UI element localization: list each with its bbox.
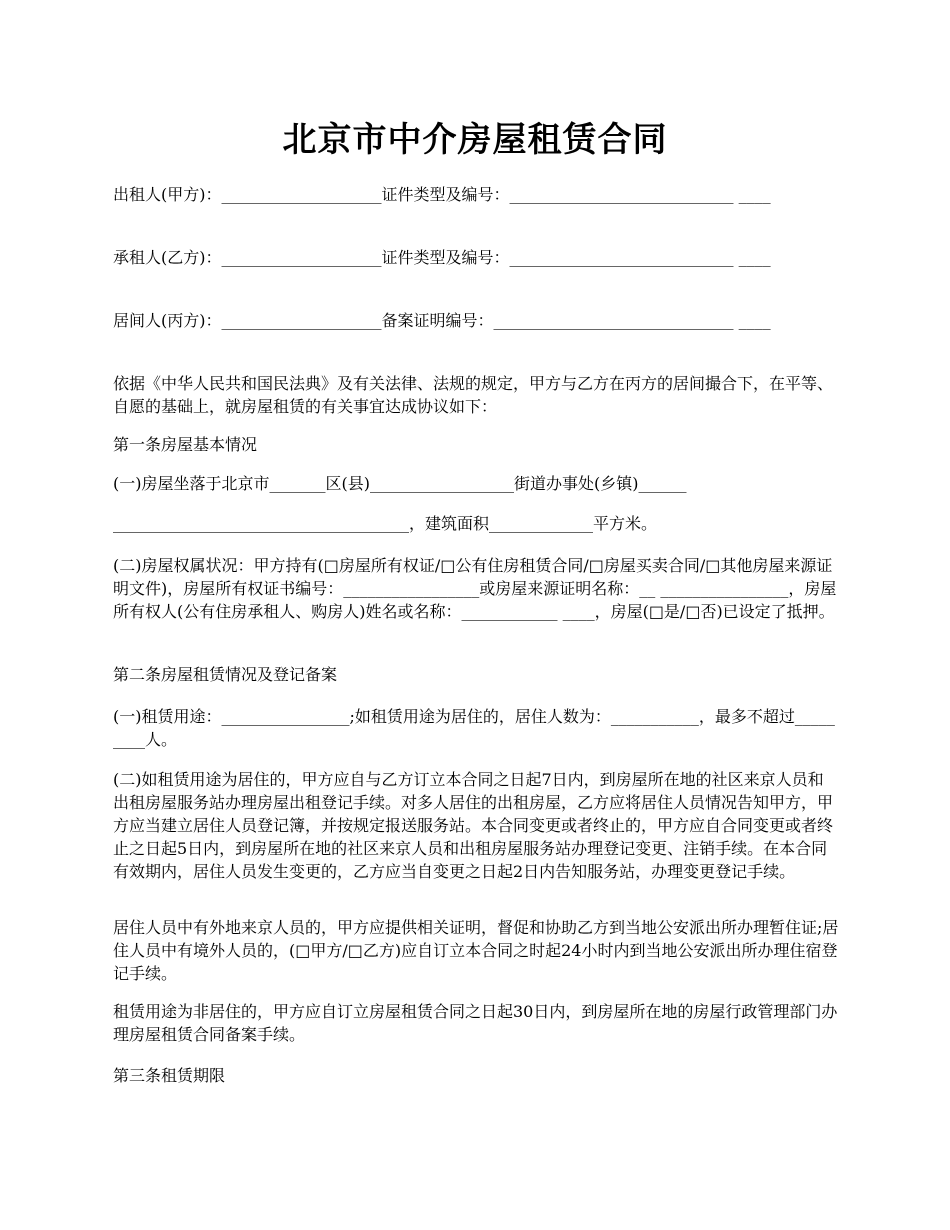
article-2-non-residential: 租赁用途为非居住的，甲方应自订立房屋租赁合同之日起30日内，到房屋所在地的房屋行政管理部门办理房屋租赁合同备案手续。: [113, 1002, 838, 1044]
party-b-line: 承租人(乙方)：____________________证件类型及编号：____________________________ ____: [113, 248, 771, 267]
party-a-line: 出租人(甲方)：____________________证件类型及编号：____________________________ ____: [113, 185, 771, 204]
article-1-item-1: (一)房屋坐落于北京市_______区(县)__________________街道办事处(乡镇)______: [113, 474, 687, 493]
document-title: 北京市中介房屋租赁合同: [282, 120, 668, 160]
article-1-item-1-cont: _____________________________________，建筑面积_____________平方米。: [113, 514, 658, 533]
article-2-item-2: (二)如租赁用途为居住的，甲方应自与乙方订立本合同之日起7日内，到房屋所在地的社区来京人员和出租房屋服务站办理房屋出租登记手续。对多人居住的出租房屋，乙方应将居住人员情况告知甲方，甲方应当建立居住人员登记簿，并按规定报送服务站。本合同变更或者终止的，甲方应自合同变更或者终止之日起5日内，到房屋所在地的社区来京人员和出租房屋服务站办理登记变更、注销手续。在本合同有效期内，居住人员发生变更的，乙方应当自变更之日起2日内告知服务站，办理变更登记手续。: [113, 770, 834, 881]
preamble-paragraph: 依据《中华人民共和国民法典》及有关法律、法规的规定，甲方与乙方在丙方的居间撮合下，在平等、自愿的基础上，就房屋租赁的有关事宜达成协议如下：: [113, 374, 834, 416]
party-c-line: 居间人(丙方)：____________________备案证明编号：______________________________ ____: [113, 311, 771, 330]
article-1-heading: 第一条房屋基本情况: [113, 435, 258, 454]
article-1-item-2: (二)房屋权属状况：甲方持有(□房屋所有权证/□公有住房租赁合同/□房屋买卖合同/□其他房屋来源证明文件)，房屋所有权证书编号：_________________或房屋来源证明名称：__ ________________，房屋所有权人(公有住房承租人、购房人)姓名或名称：____________ ____，房屋(□是/□否)已设定了抵押。: [113, 556, 837, 621]
article-3-heading: 第三条租赁期限: [113, 1066, 226, 1085]
article-2-item-1: (一)租赁用途：________________;如租赁用途为居住的，居住人数为：___________，最多不超过_________人。: [113, 707, 835, 749]
article-2-nonlocal-residents: 居住人员中有外地来京人员的，甲方应提供相关证明，督促和协助乙方到当地公安派出所办理暂住证;居住人员中有境外人员的，(□甲方/□乙方)应自订立本合同之时起24小时内到当地公安派出所办理住宿登记手续。: [113, 918, 839, 983]
article-2-heading: 第二条房屋租赁情况及登记备案: [113, 665, 338, 684]
